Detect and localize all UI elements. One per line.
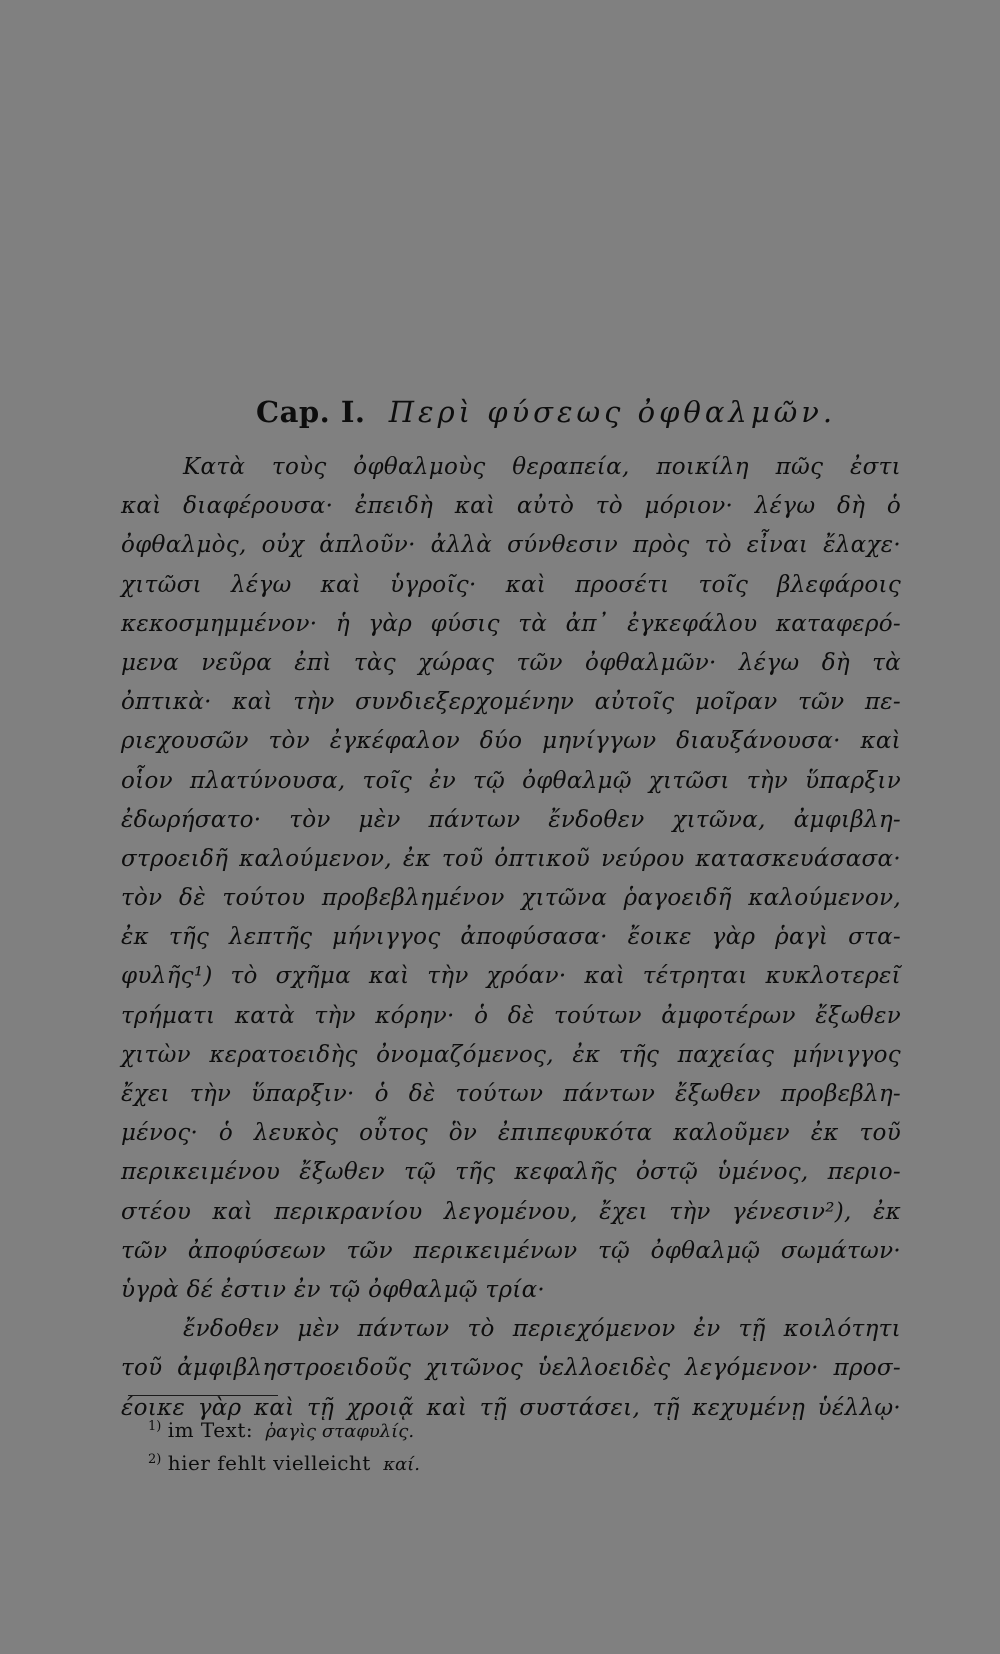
text-line: έοικε γὰρ καὶ τῇ χροιᾷ καὶ τῇ συστάσει, τῇ κεχυμένῃ ὑέλλῳ· <box>121 1394 901 1421</box>
footnote-mark: 1) <box>148 1419 162 1434</box>
footnote-rule <box>128 1395 278 1396</box>
text-line: χιτὼν κερατοειδὴς ὀνομαζόμενος, ἐκ τῆς παχείας μήνιγγος <box>121 1041 901 1068</box>
text-line: τοῦ ἀμφιβληστροειδοῦς χιτῶνος ὑελλοειδὲς λεγόμενον· προσ- <box>121 1355 901 1382</box>
text-line: στροειδῆ καλούμενον, ἐκ τοῦ ὀπτικοῦ νεύρου κατασκευάσασα· <box>121 845 901 872</box>
chapter-number: Cap. I. <box>256 395 366 429</box>
text-line: τὸν δὲ τούτου προβεβλημένον χιτῶνα ῥαγοειδῆ καλούμενον, <box>121 885 901 912</box>
footnote-greek: καί. <box>383 1454 420 1475</box>
text-line: τρήματι κατὰ τὴν κόρην· ὁ δὲ τούτων ἀμφοτέρων ἔξωθεν <box>121 1002 901 1029</box>
chapter-title: Περὶ φύσεως ὀφθαλμῶν. <box>388 395 837 429</box>
text-line: στέου καὶ περικρανίου λεγομένου, ἔχει τὴν γένεσιν²), ἐκ <box>121 1198 901 1225</box>
footnote-greek: ῥαγὶς σταφυλίς. <box>265 1421 415 1442</box>
text-line: ἔχει τὴν ὕπαρξιν· ὁ δὲ τούτων πάντων ἔξωθεν προβεβλη- <box>121 1081 901 1107</box>
text-line: φυλῆς¹) τὸ σχῆμα καὶ τὴν χρόαν· καὶ τέτρηται κυκλοτερεῖ <box>121 963 901 990</box>
text-line: ἐδωρήσατο· τὸν μὲν πάντων ἔνδοθεν χιτῶνα, ἀμφιβλη- <box>121 806 901 833</box>
text-line: χιτῶσι λέγω καὶ ὑγροῖς· καὶ προσέτι τοῖς βλεφάροις <box>121 571 901 598</box>
text-line: ἔνδοθεν μὲν πάντων τὸ περιεχόμενον ἐν τῇ κοιλότητι <box>183 1316 901 1343</box>
text-line: καὶ διαφέρουσα· ἐπειδὴ καὶ αὐτὸ τὸ μόριον· λέγω δὴ ὁ <box>121 493 901 520</box>
footnotes <box>148 1410 848 1476</box>
footnote-text: hier fehlt vielleicht <box>167 1451 371 1475</box>
chapter-heading <box>256 392 856 432</box>
text-line: μένος· ὁ λευκὸς οὗτος ὃν ἐπιπεφυκότα καλοῦμεν ἐκ τοῦ <box>121 1120 901 1147</box>
text-line: ἐκ τῆς λεπτῆς μήνιγγος ἀποφύσασα· ἔοικε γὰρ ῥαγὶ στα- <box>121 924 901 951</box>
text-line: περικειμένου ἔξωθεν τῷ τῆς κεφαλῆς ὀστῷ ὑμένος, περιο- <box>121 1159 901 1186</box>
main-text <box>121 448 901 1428</box>
text-line: μενα νεῦρα ἐπὶ τὰς χώρας τῶν ὀφθαλμῶν· λέγω δὴ τὰ <box>121 649 901 676</box>
text-line: ριεχουσῶν τὸν ἐγκέφαλον δύο μηνίγγων διαυξάνουσα· καὶ <box>121 728 901 755</box>
text-line: τῶν ἀποφύσεων τῶν περικειμένων τῷ ὀφθαλμῷ σωμάτων· <box>121 1237 901 1264</box>
text-line: οἷον πλατύνουσα, τοῖς ἐν τῷ ὀφθαλμῷ χιτῶσι τὴν ὕπαρξιν <box>121 767 901 794</box>
text-line: ὀπτικὰ· καὶ τὴν συνδιεξερχομένην αὐτοῖς μοῖραν τῶν πε- <box>121 689 901 716</box>
text-line: Κατὰ τοὺς ὀφθαλμοὺς θεραπεία, ποικίλη πῶς ἐστι <box>183 454 901 480</box>
text-line: κεκοσμημμένον· ἡ γὰρ φύσις τὰ ἀπ᾽ ἐγκεφάλου καταφερό- <box>121 610 901 637</box>
text-line: ὀφθαλμὸς, οὐχ ἁπλοῦν· ἀλλὰ σύνθεσιν πρὸς τὸ εἶναι ἔλαχε· <box>121 532 901 559</box>
footnote <box>148 1443 848 1476</box>
footnote-text: im Text: <box>167 1418 254 1442</box>
footnote-mark: 2) <box>148 1452 162 1467</box>
footnote <box>148 1410 848 1443</box>
text-line: ὑγρὰ δέ ἐστιν ἐν τῷ ὀφθαλμῷ τρία· <box>121 1276 546 1303</box>
